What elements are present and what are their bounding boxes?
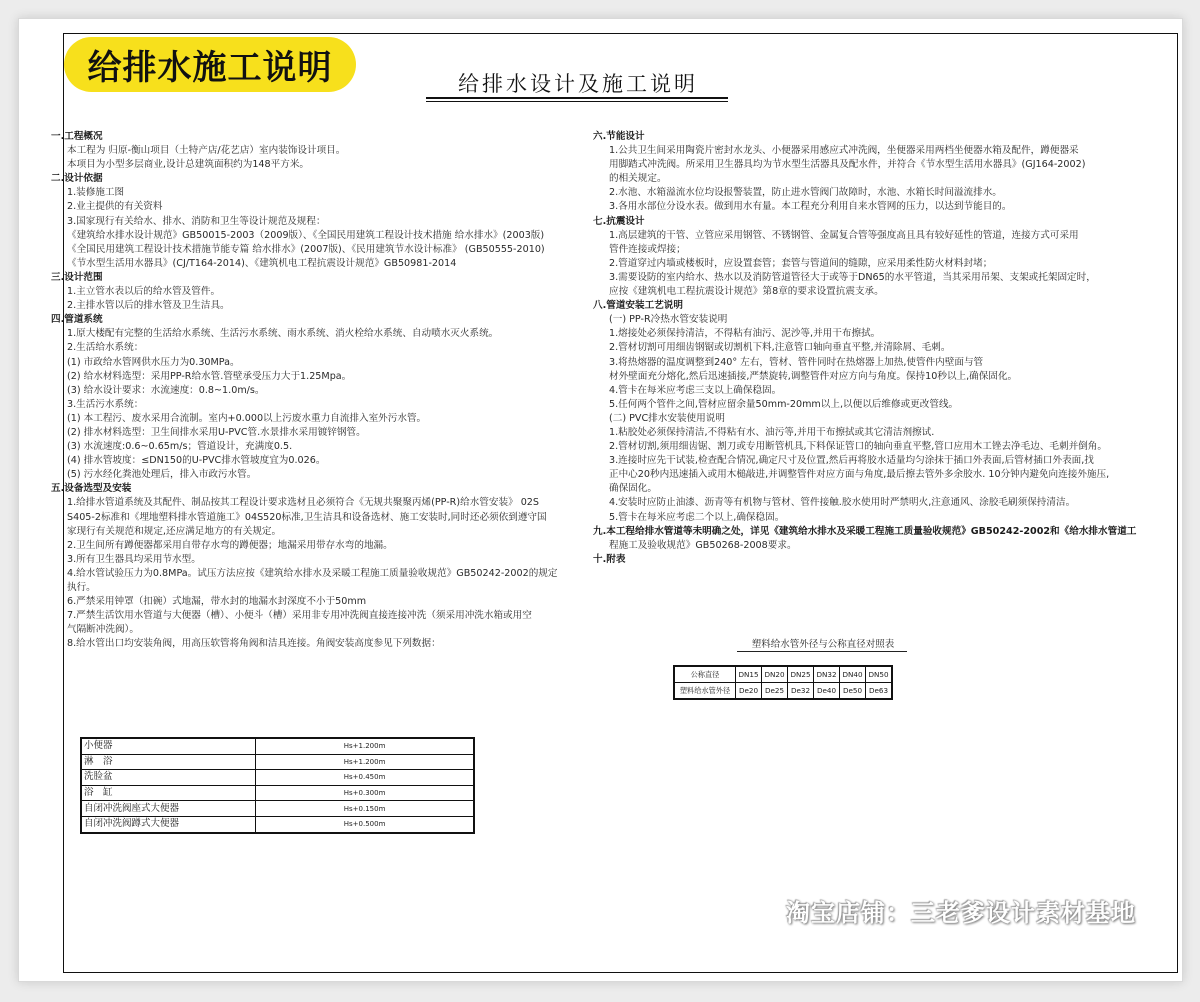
text-line: 1.原大楼配有完整的生活给水系统、生活污水系统、雨水系统、消火栓给水系统、自动喷水灭火系统。 — [67, 328, 499, 340]
section-badge: 给排水施工说明 — [64, 37, 356, 92]
diameter-cell: De25 — [762, 683, 788, 700]
diameter-cell: De32 — [788, 683, 814, 700]
table-row — [81, 738, 474, 754]
valve-height-cell: Hs+1.200m — [256, 754, 474, 770]
text-line: 1.熔接处必须保持清洁，不得粘有油污、泥沙等,并用干布擦拭。 — [609, 328, 881, 340]
text-line: 执行。 — [67, 582, 96, 593]
text-line: 1.装修施工图 — [67, 187, 125, 199]
text-line: (3) 水流速度:0.6~0.65m/s；管道设计，充满度0.5. — [67, 441, 293, 453]
text-line: 4.给水管试验压力为0.8MPa。试压方法应按《建筑给水排水及采暖工程施工质量验收规范》GB50242-2002的规定 — [67, 567, 558, 579]
text-line: 气隔断冲洗阀）。 — [67, 624, 139, 636]
text-line: 应按《建筑机电工程抗震设计规范》第8章的要求设置抗震支承。 — [609, 286, 884, 298]
text-line: 1.高层建筑的干管、立管应采用钢管、不锈钢管、金属复合管等强度高且具有较好延性的管道，连接方式可采用 — [609, 229, 1079, 241]
text-line: 本项目为小型多层商业,设计总建筑面积约为148平方米。 — [67, 159, 310, 171]
valve-height-cell: Hs+0.500m — [256, 816, 474, 832]
row-header-cell: 公称直径 — [674, 666, 736, 683]
text-line: 3.将热熔器的温度调整到240° 左右，管材、管件同时在热熔器上加热,使管件内壁面与管 — [609, 356, 984, 368]
text-line: 2.管道穿过内墙或楼板时，应设置套管；套管与管道间的缝隙，应采用柔性防火材料封堵； — [609, 257, 993, 269]
pipe-diameter-table — [673, 665, 893, 700]
table-row — [81, 770, 474, 786]
text-line: 1.主立管水表以后的给水管及管件。 — [67, 286, 221, 298]
text-line: 1.粘胶处必须保持清洁,不得粘有水、油污等,并用干布擦拭或其它清洁剂擦试. — [609, 426, 935, 438]
text-line: 2.水池、水箱溢流水位均设报警装置，防止进水管阀门故障时，水池、水箱长时间溢流排水。 — [609, 187, 1002, 199]
text-line: (2) 排水材料选型：卫生间排水采用U-PVC管.水景排水采用镀锌钢管。 — [67, 426, 366, 438]
table-row — [81, 816, 474, 832]
section-heading: 二.设计依据 — [51, 173, 103, 185]
text-line: 4.管卡在每米应考虑三支以上确保稳固。 — [609, 384, 782, 396]
valve-height-cell: Hs+0.150m — [256, 801, 474, 817]
text-line: 2.卫生间所有蹲便器都采用自带存水弯的蹲便器；地漏采用带存水弯的地漏。 — [67, 539, 393, 551]
diameter-cell: De40 — [814, 683, 840, 700]
section-heading: 三.设计范围 — [51, 271, 103, 283]
text-line: 2.管材切割,须用细齿锯、割刀或专用断管机具,下料保证管口的轴向垂直平整,管口应用木工锉去净毛边、毛刺并倒角。 — [609, 441, 1107, 453]
text-line: 材外壁面充分熔化,然后迅速插接,严禁旋转,调整管件对应方向与角度。保持10秒以上,确保固化。 — [609, 370, 1018, 382]
valve-height-cell: Hs+0.300m — [256, 785, 474, 801]
document-title: 给排水设计及施工说明 — [458, 72, 698, 96]
section-heading: 六.节能设计 — [593, 131, 645, 142]
text-line: 2.生活给水系统： — [67, 342, 144, 354]
valve-height-cell: Hs+0.450m — [256, 770, 474, 786]
text-line: 3.各用水部位分设水表。做到用水有量。本工程充分利用自来水管网的压力，以达到节能目的。 — [609, 201, 1012, 213]
text-line: 的相关规定。 — [609, 173, 667, 185]
table-row — [674, 683, 892, 700]
section-heading: 九.本工程给排水管道等未明确之处，详见《建筑给水排水及采暖工程施工质量验收规范》GB50242-2002和《给水排水管道工 — [593, 525, 1137, 537]
text-line: 6.严禁采用钟罩（扣碗）式地漏，带水封的地漏水封深度不小于50mm — [67, 596, 367, 608]
row-header-cell: 塑料给水管外径 — [674, 683, 736, 700]
text-line: 2.业主提供的有关资料 — [67, 201, 163, 213]
pipe-table-title-underline — [737, 651, 907, 652]
table-row — [81, 801, 474, 817]
text-line: 《建筑给水排水设计规范》GB50015-2003（2009版）、《全国民用建筑工程设计技术措施 给水排水》(2003版) — [67, 229, 545, 241]
text-line: 1.公共卫生间采用陶瓷片密封水龙头、小便器采用感应式冲洗阀，坐便器采用两档坐便器水箱及配件，蹲便器采 — [609, 145, 1079, 157]
title-underline — [426, 97, 728, 99]
diameter-cell: DN32 — [814, 666, 840, 683]
text-line: 3.国家现行有关给水、排水、消防和卫生等设计规范及规程： — [67, 215, 326, 227]
text-line: (1) 市政给水管网供水压力为0.30MPa。 — [67, 356, 240, 368]
section-heading: 五.设备选型及安装 — [51, 483, 132, 495]
text-line: 《节水型生活用水器具》(CJ/T164-2014)、《建筑机电工程抗震设计规范》GB50981-2014 — [67, 257, 457, 269]
diameter-cell: DN15 — [736, 666, 762, 683]
text-line: 3.生活污水系统： — [67, 398, 144, 410]
diameter-cell: DN20 — [762, 666, 788, 683]
text-line: 管件连接或焊接； — [609, 243, 686, 255]
text-line: 确保固化。 — [609, 483, 657, 495]
text-line: 3.需要设防的室内给水、热水以及消防管道管径大于或等于DN65的水平管道，当其采用吊架、支架或托架固定时， — [609, 271, 1096, 283]
text-line: (2) 给水材料选型：采用PP-R给水管.管壁承受压力大于1.25Mpa。 — [67, 370, 352, 382]
valve-height-table — [80, 737, 475, 834]
text-line: 3.连接时应先干试装,检查配合情况,确定尺寸及位置,然后再将胶水适量均匀涂抹于插口外表面,后管材插口外表面,找 — [609, 455, 1094, 467]
valve-height-cell: Hs+1.200m — [256, 738, 474, 754]
diameter-cell: De50 — [840, 683, 866, 700]
section-heading: 十.附表 — [593, 553, 626, 565]
text-line: S405-2标准和《埋地塑料排水管道施工》04S520标准,卫生洁具和设备选材、施工安装时,同时还必须依到遵守国 — [67, 511, 547, 523]
left-column-text — [51, 130, 571, 651]
text-line: 2.管材切割可用细齿钢锯或切割机下料,注意管口轴向垂直平整,并清除屑、毛刺。 — [609, 342, 951, 354]
text-line: (4) 排水管坡度：≤DN150的U-PVC排水管坡度宜为0.026。 — [67, 455, 326, 467]
text-line: 1.给排水管道系统及其配件、制品按其工程设计要求选材且必须符合《无规共聚聚丙烯(PP-R)给水管安装》 02S — [67, 497, 540, 509]
table-row — [674, 666, 892, 683]
text-line: 用脚踏式冲洗阀。所采用卫生器具均为节水型生活器具及配水件，并符合《节水型生活用水器具》(GJ164-2002) — [609, 159, 1086, 171]
text-line: 2.主排水管以后的排水管及卫生洁具。 — [67, 300, 230, 312]
text-line: 本工程为 归原-衡山项目（土特产店/花艺店）室内装饰设计项目。 — [67, 145, 346, 157]
diameter-cell: DN50 — [866, 666, 893, 683]
text-line: 8.给水管出口均安装角阀，用高压软管将角阀和洁具连接。角阀安装高度参见下列数据： — [67, 638, 441, 650]
diameter-cell: De20 — [736, 683, 762, 700]
table-row — [81, 754, 474, 770]
pipe-table-title: 塑料给水管外径与公称直径对照表 — [751, 639, 895, 650]
fixture-name-cell: 洗脸盆 — [81, 770, 256, 786]
table-row — [81, 785, 474, 801]
text-line: 家现行有关规范和规定,还应满足地方的有关规定。 — [67, 525, 282, 537]
section-heading: 八.管道安装工艺说明 — [593, 300, 683, 312]
store-watermark: 淘宝店铺：三老爹设计素材基地 — [786, 899, 1136, 927]
text-line: 5.管卡在每米应考虑二个以上,确保稳固。 — [609, 511, 785, 523]
text-line: 《全国民用建筑工程设计技术措施节能专篇 给水排水》(2007版)、《民用建筑节水设计标准》 (GB50555-2010) — [67, 243, 545, 255]
text-line: 4.安装时应防止油漆、沥青等有机物与管材、管件接触.胶水使用时严禁明火,注意通风、涂胶毛刷须保持清洁。 — [609, 497, 1076, 509]
diameter-cell: DN25 — [788, 666, 814, 683]
text-line: (1) 本工程污、废水采用合流制。室内+0.000以上污废水重力自流排入室外污水管。 — [67, 412, 427, 424]
text-line: 正中心20秒内迅速插入或用木槌敲进,并调整管件对应方面与角度,最后擦去管外多余胶水. 10分钟内避免向连接外施压, — [609, 469, 1110, 481]
text-line: (二) PVC排水安装使用说明 — [609, 412, 725, 424]
fixture-name-cell: 浴 缸 — [81, 785, 256, 801]
fixture-name-cell: 小便器 — [81, 738, 256, 754]
text-line: (5) 污水经化粪池处理后，排入市政污水管。 — [67, 469, 257, 481]
text-line: 3.所有卫生器具均采用节水型。 — [67, 553, 201, 565]
diameter-cell: DN40 — [840, 666, 866, 683]
title-underline-thin — [426, 101, 728, 102]
section-heading: 一.工程概况 — [51, 131, 103, 142]
fixture-name-cell: 自闭冲洗阀座式大便器 — [81, 801, 256, 817]
section-heading: 四.管道系统 — [51, 314, 103, 326]
text-line: 7.严禁生活饮用水管道与大便器（槽）、小便斗（槽）采用非专用冲洗阀直接连接冲洗（须采用冲洗水箱或用空 — [67, 610, 532, 622]
text-line: 程施工及验收规范》GB50268-2008要求。 — [609, 539, 797, 551]
diameter-cell: De63 — [866, 683, 893, 700]
section-heading: 七.抗震设计 — [593, 215, 645, 227]
text-line: (3) 给水设计要求：水流速度：0.8~1.0m/s。 — [67, 384, 265, 396]
right-column-text — [593, 130, 1153, 567]
fixture-name-cell: 淋 浴 — [81, 754, 256, 770]
text-line: (一) PP-R冷热水管安装说明 — [609, 314, 728, 326]
fixture-name-cell: 自闭冲洗阀蹲式大便器 — [81, 816, 256, 832]
text-line: 5.任何两个管件之间,管材应留余量50mm-20mm以上,以便以后维修或更改管线。 — [609, 398, 959, 410]
